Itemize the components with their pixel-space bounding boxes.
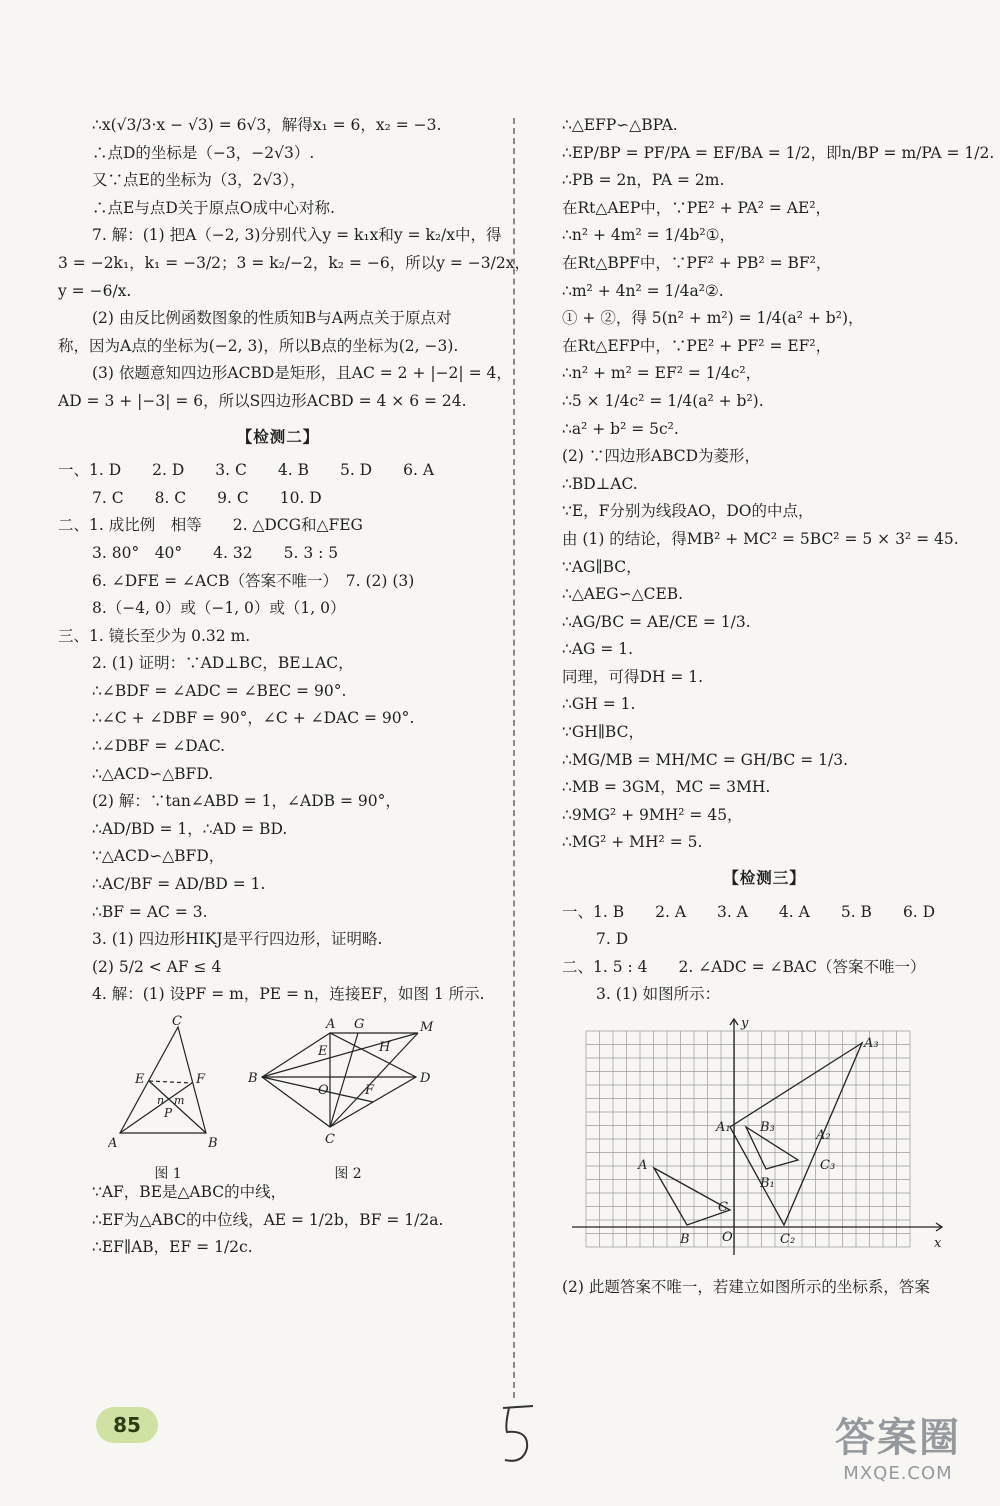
figure-caption: 图 2 [334,1165,362,1182]
text-line: ∴n² + m² = EF² = 1/4c²， [562,364,762,383]
text-line: ∵GH∥BC， [562,723,644,742]
fig2-label: G [354,1017,365,1032]
text-line: ∴GH = 1. [562,695,636,714]
page-number-badge: 85 [96,1407,158,1443]
text-line: 在Rt△AEP中，∵PE² + PA² = AE²， [562,198,832,217]
text-line: ∴MG² + MH² = 5. [562,833,703,852]
figure-2 [248,1015,448,1182]
fig1-label: C [172,1015,182,1029]
grid-label: A [638,1158,648,1173]
text-line: ∴BD⊥AC. [562,474,638,493]
text-line: ∴∠C + ∠DBF = 90°，∠C + ∠DAC = 90°. [92,709,415,728]
fig2-label: D [420,1071,431,1086]
fig1-label: E [135,1072,145,1087]
text-line: ∵AG∥BC， [562,557,642,576]
text-line: ∴EP/BP = PF/PA = EF/BA = 1/2，即n/BP = m/PA = 1/2. [562,143,995,162]
watermark-title: 答案圈 [835,1415,961,1461]
text-line: ∴AG = 1. [562,640,634,659]
fig1-label: A [108,1136,118,1150]
fig1-label: n [157,1094,165,1107]
text-line: ∴AD/BD = 1，∴AD = BD. [92,819,288,838]
text-line: 称，因为A点的坐标为(−2, 3)，所以B点的坐标为(2, −3). [58,336,459,355]
text-line: ∴点E与点D关于原点O成中心对称. [92,198,335,217]
grid-label: O [722,1230,733,1245]
text-line: ∴AC/BF = AD/BD = 1. [92,875,266,894]
text-line: ∴△ACD∽△BFD. [92,764,214,783]
grid-label: B₁ [760,1176,775,1191]
text-line: 7. D [596,930,629,949]
text-line: ① + ②，得 5(n² + m²) = 1/4(a² + b²)， [562,309,864,328]
text-line: 又∵点E的坐标为（3，2√3）， [92,171,306,190]
watermark-url: MXQE.COM [843,1463,953,1484]
text-line: ∴BF = AC = 3. [92,902,208,921]
text-line: ∴点D的坐标是（−3，−2√3）. [92,143,315,162]
text-line: 3 = −2k₁，k₁ = −3/2；3 = k₂/−2，k₂ = −6，所以y = −3/2x， [58,253,530,272]
text-line: 3. (1) 如图所示： [596,985,721,1004]
fig2-label: H [379,1040,391,1055]
section-title: 【检测二】 [236,427,320,446]
text-line: ∴AG/BC = AE/CE = 1/3. [562,612,751,631]
fig1-label: m [174,1094,185,1107]
grid-label: C [718,1200,728,1215]
text-line: 一、1. D 2. D 3. C 4. B 5. D 6. A [58,461,435,480]
text-line: (2) 由反比例函数图象的性质知B与A两点关于原点对 [92,309,452,328]
text-line: 在Rt△BPF中，∵PF² + PB² = BF²， [562,253,832,272]
text-line: ∵△ACD∽△BFD， [92,847,225,866]
text-line: ∴x(√3/3·x − √3) = 6√3，解得x₁ = 6，x₂ = −3. [92,116,442,134]
figure-caption: 图 1 [154,1165,182,1182]
grid-label: y [741,1016,749,1031]
coordinate-grid-figure [572,1015,967,1270]
text-line: (2) ∵四边形ABCD为菱形， [562,447,761,466]
text-line: 一、1. B 2. A 3. A 4. A 5. B 6. D [562,902,936,921]
text-line: 同理，可得DH = 1. [562,667,704,686]
rhombus-diagram [248,1015,448,1150]
text-line: 在Rt△EFP中，∵PE² + PF² = EF²， [562,336,832,355]
grid-label: B [680,1232,690,1247]
fig2-label: E [318,1044,328,1059]
section-title: 【检测三】 [723,869,806,888]
fig1-label: P [164,1106,173,1120]
grid-label: A₂ [816,1128,831,1143]
text-line: ∴∠DBF = ∠DAC. [92,737,226,756]
fig2-label: C [325,1132,335,1147]
right-column [562,112,995,1301]
text-line: 7. 解：(1) 把A（−2, 3)分别代入y = k₁x和y = k₂/x中，得 [92,226,502,245]
text-line: 3. 80° 40° 4. 32 5. 3 : 5 [92,543,339,562]
text-line: ∴MG/MB = MH/MC = GH/BC = 1/3. [562,750,848,769]
text-line: 二、1. 成比例 相等 2. △DCG和△FEG [58,516,363,535]
grid-label: A₁ [716,1120,731,1135]
text-line: ∴△AEG∽△CEB. [562,585,684,604]
text-line: ∴a² + b² = 5c². [562,419,679,438]
text-line: ∴∠BDF = ∠ADC = ∠BEC = 90°. [92,681,347,700]
text-line: (2) 5/2 < AF ≤ 4 [92,957,222,976]
text-line: ∴5 × 1/4c² = 1/4(a² + b²). [562,391,764,410]
fig2-label: O [318,1083,329,1098]
text-line: ∴n² + 4m² = 1/4b²①， [562,226,735,245]
grid-label: A₃ [864,1036,879,1051]
grid-label: C₂ [780,1232,796,1247]
text-line: ∵AF，BE是△ABC的中线， [92,1183,287,1201]
watermark [814,1406,982,1484]
fig2-label: A [326,1017,336,1032]
text-line: ∴EF∥AB，EF = 1/2c. [92,1238,253,1257]
text-line: ∴MB = 3GM，MC = 3MH. [562,778,771,797]
text-line: ∴EF为△ABC的中位线，AE = 1/2b，BF = 1/2a. [92,1210,444,1229]
text-line: y = −6/x. [58,281,132,300]
grid-label: B₃ [760,1120,775,1135]
text-line: ∵E，F分别为线段AO，DO的中点， [562,502,814,521]
column-divider [513,118,515,1398]
text-line: (3) 依题意知四边形ACBD是矩形，且AC = 2 + |−2| = 4， [92,364,512,383]
text-line: 7. C 8. C 9. C 10. D [92,488,322,507]
handwritten-mark-icon [495,1400,545,1470]
text-line: 2. (1) 证明：∵AD⊥BC，BE⊥AC， [92,654,354,673]
text-line: ∴△EFP∽△BPA. [562,116,678,134]
triangle-diagram [108,1015,228,1150]
text-line: AD = 3 + |−3| = 6，所以S四边形ACBD = 4 × 6 = 24. [58,391,467,410]
text-line: 6. ∠DFE = ∠ACB（答案不唯一） 7. (2) (3) [92,571,415,590]
text-line: (2) 解：∵tan∠ABD = 1，∠ADB = 90°， [92,792,401,811]
geometry-figures [58,1015,498,1182]
text-line: 8.（−4, 0）或（−1, 0）或（1, 0） [92,599,346,618]
coordinate-grid [572,1015,952,1260]
left-column [58,112,530,1262]
fig2-label: B [248,1071,258,1086]
fig1-label: B [208,1136,218,1150]
text-line: ∴9MG² + 9MH² = 45， [562,805,743,824]
grid-label: C₃ [820,1158,836,1173]
figure-1 [108,1015,228,1182]
grid-label: x [934,1236,942,1251]
text-line: 三、1. 镜长至少为 0.32 m. [58,626,251,645]
text-line: (2) 此题答案不唯一，若建立如图所示的坐标系，答案 [562,1277,930,1296]
text-line: ∴m² + 4n² = 1/4a²②. [562,281,724,300]
fig2-label: M [420,1020,434,1035]
fig2-label: F [365,1083,375,1098]
text-line: 由 (1) 的结论，得MB² + MC² = 5BC² = 5 × 3² = 45. [562,529,959,548]
fig1-label: F [196,1072,206,1087]
text-line: 二、1. 5 : 4 2. ∠ADC = ∠BAC（答案不唯一） [562,957,926,976]
text-line: 4. 解：(1) 设PF = m，PE = n，连接EF，如图 1 所示. [92,985,485,1004]
text-line: 3. (1) 四边形HIKJ是平行四边形，证明略. [92,930,383,949]
text-line: ∴PB = 2n，PA = 2m. [562,171,725,190]
